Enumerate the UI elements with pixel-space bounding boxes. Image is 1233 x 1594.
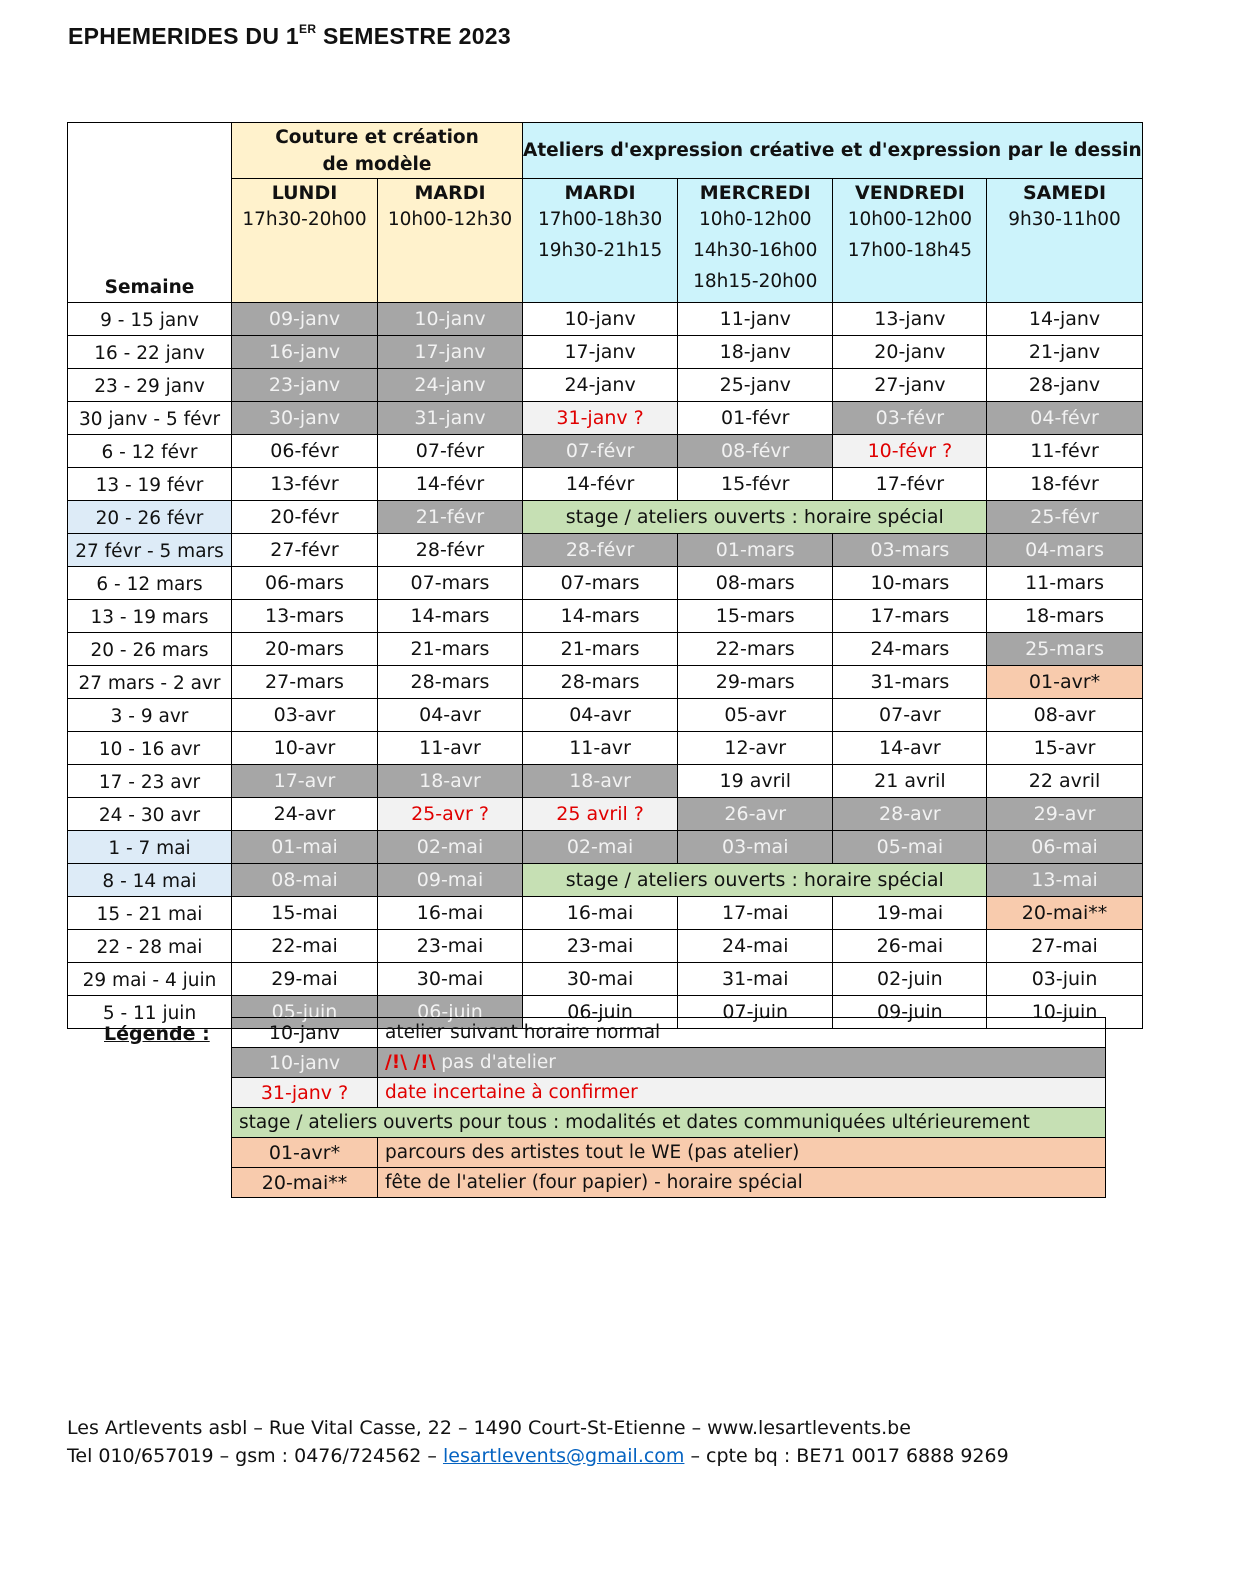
date-cell: 27-mars (232, 666, 378, 699)
week-cell: 16 - 22 janv (68, 336, 232, 369)
page-title: EPHEMERIDES DU 1ER SEMESTRE 2023 (68, 22, 511, 49)
table-row (68, 864, 1143, 897)
date-cell: 17-mai (678, 897, 833, 930)
date-cell: 27-janv (833, 369, 987, 402)
footer-address: Les Artlevents asbl – Rue Vital Casse, 22 – 1490 Court-St-Etienne – www.lesartlevents.be (67, 1417, 911, 1439)
week-cell: 23 - 29 janv (68, 369, 232, 402)
legend-key: 10-janv (232, 1048, 378, 1078)
date-cell: 04-avr (523, 699, 678, 732)
table-row (68, 600, 1143, 633)
legend-desc (378, 1168, 1106, 1198)
table-row (68, 468, 1143, 501)
date-cell: 24-mars (833, 633, 987, 666)
date-cell: 03-mai (678, 831, 833, 864)
date-cell: 30-mai (523, 963, 678, 996)
date-cell: 31-mars (833, 666, 987, 699)
day-name: SAMEDI (1022, 182, 1107, 204)
hours: 17h00-18h45 (847, 240, 973, 261)
date-cell: 28-févr (378, 534, 523, 567)
date-cell: 09-mai (378, 864, 523, 897)
date-cell: 23-mai (523, 930, 678, 963)
week-cell: 20 - 26 mars (68, 633, 232, 666)
date-cell: 24-janv (523, 369, 678, 402)
date-cell: 17-janv (523, 336, 678, 369)
day-name: MERCREDI (699, 182, 811, 204)
hours: 19h30-21h15 (537, 240, 663, 261)
legend-stage: stage / ateliers ouverts pour tous : modalités et dates communiquées ultérieurement (232, 1108, 1106, 1138)
week-cell: 22 - 28 mai (68, 930, 232, 963)
date-cell: 24-avr (232, 798, 378, 831)
hours: 10h00-12h00 (847, 209, 973, 230)
date-cell: 25-mars (987, 633, 1142, 666)
date-cell: 03-juin (987, 963, 1142, 996)
table-row (68, 303, 1143, 336)
table-row (68, 501, 1143, 534)
week-cell: 10 - 16 avr (68, 732, 232, 765)
week-cell: 13 - 19 févr (68, 468, 232, 501)
date-cell: 19 avril (678, 765, 833, 798)
date-cell: 10-juin (987, 996, 1142, 1029)
week-cell: 27 févr - 5 mars (68, 534, 232, 567)
week-cell: 15 - 21 mai (68, 897, 232, 930)
hours: 10h00-12h30 (387, 209, 513, 230)
table-row (68, 402, 1143, 435)
day-name: VENDREDI (854, 182, 965, 204)
schedule-table (67, 122, 1143, 1029)
table-row (68, 336, 1143, 369)
legend-label: Légende : (104, 1023, 210, 1045)
date-cell: 08-avr (987, 699, 1142, 732)
legend-text: date incertaine à confirmer (385, 1082, 638, 1103)
hours: 18h15-20h00 (693, 271, 818, 292)
date-cell: 05-juin (232, 996, 378, 1029)
date-cell: 15-mai (232, 897, 378, 930)
date-cell: 02-mai (378, 831, 523, 864)
legend-key: 01-avr* (232, 1138, 378, 1168)
date-cell: 28-janv (987, 369, 1142, 402)
table-row (68, 666, 1143, 699)
date-cell: 14-mars (523, 600, 678, 633)
date-cell: 25-févr (987, 501, 1142, 534)
legend-key: 20-mai** (232, 1168, 378, 1198)
date-cell: 16-mai (378, 897, 523, 930)
day-header (378, 179, 523, 303)
legend-row (232, 1138, 1106, 1168)
date-cell: 07-avr (833, 699, 987, 732)
legend-row (232, 1078, 1106, 1108)
day-header (987, 179, 1142, 303)
date-cell: 01-mai (232, 831, 378, 864)
date-cell: 25 avril ? (523, 798, 678, 831)
date-cell: 14-févr (523, 468, 678, 501)
legend-table (231, 1017, 1106, 1198)
date-cell: 20-mai** (987, 897, 1142, 930)
legend-row (232, 1018, 1106, 1048)
date-cell: 21-févr (378, 501, 523, 534)
day-header (678, 179, 833, 303)
date-cell: 08-mai (232, 864, 378, 897)
date-cell: 29-mars (678, 666, 833, 699)
legend-desc (378, 1138, 1106, 1168)
stage-cell: stage / ateliers ouverts : horaire spécial (523, 864, 987, 897)
week-cell: 20 - 26 févr (68, 501, 232, 534)
date-cell: 05-mai (833, 831, 987, 864)
table-row (68, 831, 1143, 864)
table-row (68, 798, 1143, 831)
date-cell: 17-janv (378, 336, 523, 369)
legend-text: pas d'atelier (435, 1052, 556, 1073)
date-cell: 10-mars (833, 567, 987, 600)
date-cell: 20-mars (232, 633, 378, 666)
date-cell: 06-mars (232, 567, 378, 600)
table-row (68, 732, 1143, 765)
date-cell: 17-mars (833, 600, 987, 633)
hours: 14h30-16h00 (693, 240, 818, 261)
hours: 10h0-12h00 (698, 209, 812, 230)
legend-row (232, 1108, 1106, 1138)
date-cell: 03-mars (833, 534, 987, 567)
date-cell: 09-janv (232, 303, 378, 336)
footer (67, 1414, 1009, 1470)
date-cell: 28-avr (833, 798, 987, 831)
date-cell: 24-mai (678, 930, 833, 963)
date-cell: 15-avr (987, 732, 1142, 765)
date-cell: 25-janv (678, 369, 833, 402)
date-cell: 06-févr (232, 435, 378, 468)
legend-key: 31-janv ? (232, 1078, 378, 1108)
email-link[interactable]: lesartlevents@gmail.com (442, 1445, 685, 1467)
week-cell: 3 - 9 avr (68, 699, 232, 732)
date-cell: 31-janv (378, 402, 523, 435)
date-cell: 21-janv (987, 336, 1142, 369)
date-cell: 31-mai (678, 963, 833, 996)
date-cell: 07-mars (523, 567, 678, 600)
date-cell: 06-mai (987, 831, 1142, 864)
date-cell: 26-mai (833, 930, 987, 963)
week-cell: 5 - 11 juin (68, 996, 232, 1029)
date-cell: 21-mars (523, 633, 678, 666)
date-cell: 06-juin (523, 996, 678, 1029)
date-cell: 21 avril (833, 765, 987, 798)
week-cell: 27 mars - 2 avr (68, 666, 232, 699)
date-cell: 08-févr (678, 435, 833, 468)
date-cell: 07-juin (678, 996, 833, 1029)
date-cell: 17-avr (232, 765, 378, 798)
date-cell: 08-mars (678, 567, 833, 600)
week-cell: 6 - 12 févr (68, 435, 232, 468)
date-cell: 17-févr (833, 468, 987, 501)
date-cell: 02-mai (523, 831, 678, 864)
date-cell: 14-févr (378, 468, 523, 501)
semaine-header: Semaine (68, 123, 232, 303)
week-cell: 29 mai - 4 juin (68, 963, 232, 996)
date-cell: 22-mai (232, 930, 378, 963)
legend-desc (378, 1078, 1106, 1108)
date-cell: 11-mars (987, 567, 1142, 600)
legend-text: atelier suivant horaire normal (385, 1022, 661, 1043)
date-cell: 03-avr (232, 699, 378, 732)
week-cell: 8 - 14 mai (68, 864, 232, 897)
date-cell: 18-janv (678, 336, 833, 369)
day-header (833, 179, 987, 303)
date-cell: 18-avr (523, 765, 678, 798)
date-cell: 18-mars (987, 600, 1142, 633)
date-cell: 28-févr (523, 534, 678, 567)
date-cell: 01-mars (678, 534, 833, 567)
table-row (68, 765, 1143, 798)
date-cell: 20-févr (232, 501, 378, 534)
day-name: MARDI (414, 182, 486, 204)
day-name: LUNDI (271, 182, 338, 204)
date-cell: 13-févr (232, 468, 378, 501)
date-cell: 29-avr (987, 798, 1142, 831)
day-header (523, 179, 678, 303)
date-cell: 22-mars (678, 633, 833, 666)
date-cell: 29-mai (232, 963, 378, 996)
date-cell: 10-janv (378, 303, 523, 336)
legend-row (232, 1048, 1106, 1078)
legend-desc (378, 1048, 1106, 1078)
date-cell: 15-févr (678, 468, 833, 501)
date-cell: 04-mars (987, 534, 1142, 567)
date-cell: 26-avr (678, 798, 833, 831)
date-cell: 31-janv ? (523, 402, 678, 435)
legend-text: parcours des artistes tout le WE (pas atelier) (385, 1142, 800, 1163)
couture-group-header: Couture et création de modèle (232, 123, 523, 179)
table-row (68, 897, 1143, 930)
date-cell: 11-avr (523, 732, 678, 765)
date-cell: 06-juin (378, 996, 523, 1029)
date-cell: 16-janv (232, 336, 378, 369)
warning-sign: /!\ /!\ (385, 1052, 436, 1073)
week-cell: 1 - 7 mai (68, 831, 232, 864)
legend-key: 10-janv (232, 1018, 378, 1048)
week-cell: 9 - 15 janv (68, 303, 232, 336)
date-cell: 09-juin (833, 996, 987, 1029)
date-cell: 10-janv (523, 303, 678, 336)
day-name: MARDI (564, 182, 636, 204)
date-cell: 03-févr (833, 402, 987, 435)
date-cell: 24-janv (378, 369, 523, 402)
date-cell: 22 avril (987, 765, 1142, 798)
table-row (68, 435, 1143, 468)
date-cell: 07-févr (523, 435, 678, 468)
hours: 9h30-11h00 (1008, 209, 1121, 230)
date-cell: 25-avr ? (378, 798, 523, 831)
table-row (68, 963, 1143, 996)
date-cell: 27-févr (232, 534, 378, 567)
date-cell: 28-mars (378, 666, 523, 699)
legend-row (232, 1168, 1106, 1198)
stage-cell: stage / ateliers ouverts : horaire spécial (523, 501, 987, 534)
date-cell: 14-mars (378, 600, 523, 633)
date-cell: 01-févr (678, 402, 833, 435)
date-cell: 23-janv (232, 369, 378, 402)
hours: 17h00-18h30 (537, 209, 663, 230)
table-row (68, 699, 1143, 732)
date-cell: 14-janv (987, 303, 1142, 336)
date-cell: 27-mai (987, 930, 1142, 963)
table-row (68, 534, 1143, 567)
date-cell: 13-mai (987, 864, 1142, 897)
date-cell: 01-avr* (987, 666, 1142, 699)
date-cell: 11-févr (987, 435, 1142, 468)
date-cell: 18-avr (378, 765, 523, 798)
date-cell: 23-mai (378, 930, 523, 963)
date-cell: 14-avr (833, 732, 987, 765)
ateliers-group-header: Ateliers d'expression créative et d'expression par le dessin (523, 123, 1143, 179)
date-cell: 15-mars (678, 600, 833, 633)
table-row (68, 567, 1143, 600)
week-cell: 17 - 23 avr (68, 765, 232, 798)
date-cell: 12-avr (678, 732, 833, 765)
week-cell: 30 janv - 5 févr (68, 402, 232, 435)
date-cell: 13-mars (232, 600, 378, 633)
date-cell: 05-avr (678, 699, 833, 732)
date-cell: 11-janv (678, 303, 833, 336)
date-cell: 10-avr (232, 732, 378, 765)
week-cell: 13 - 19 mars (68, 600, 232, 633)
date-cell: 11-avr (378, 732, 523, 765)
week-cell: 24 - 30 avr (68, 798, 232, 831)
date-cell: 20-janv (833, 336, 987, 369)
date-cell: 30-mai (378, 963, 523, 996)
week-cell: 6 - 12 mars (68, 567, 232, 600)
footer-contact: Tel 010/657019 – gsm : 0476/724562 – lesartlevents@gmail.com – cpte bq : BE71 0017 6888 9269 (67, 1445, 1009, 1467)
date-cell: 13-janv (833, 303, 987, 336)
date-cell: 30-janv (232, 402, 378, 435)
date-cell: 18-févr (987, 468, 1142, 501)
date-cell: 16-mai (523, 897, 678, 930)
date-cell: 04-avr (378, 699, 523, 732)
date-cell: 04-févr (987, 402, 1142, 435)
legend-text: fête de l'atelier (four papier) - horaire spécial (385, 1172, 803, 1193)
table-row (68, 930, 1143, 963)
date-cell: 28-mars (523, 666, 678, 699)
table-row (68, 369, 1143, 402)
table-row (68, 633, 1143, 666)
date-cell: 19-mai (833, 897, 987, 930)
date-cell: 10-févr ? (833, 435, 987, 468)
legend-desc (378, 1018, 1106, 1048)
date-cell: 07-févr (378, 435, 523, 468)
date-cell: 07-mars (378, 567, 523, 600)
hours: 17h30-20h00 (242, 209, 367, 230)
day-header (232, 179, 378, 303)
date-cell: 21-mars (378, 633, 523, 666)
date-cell: 02-juin (833, 963, 987, 996)
